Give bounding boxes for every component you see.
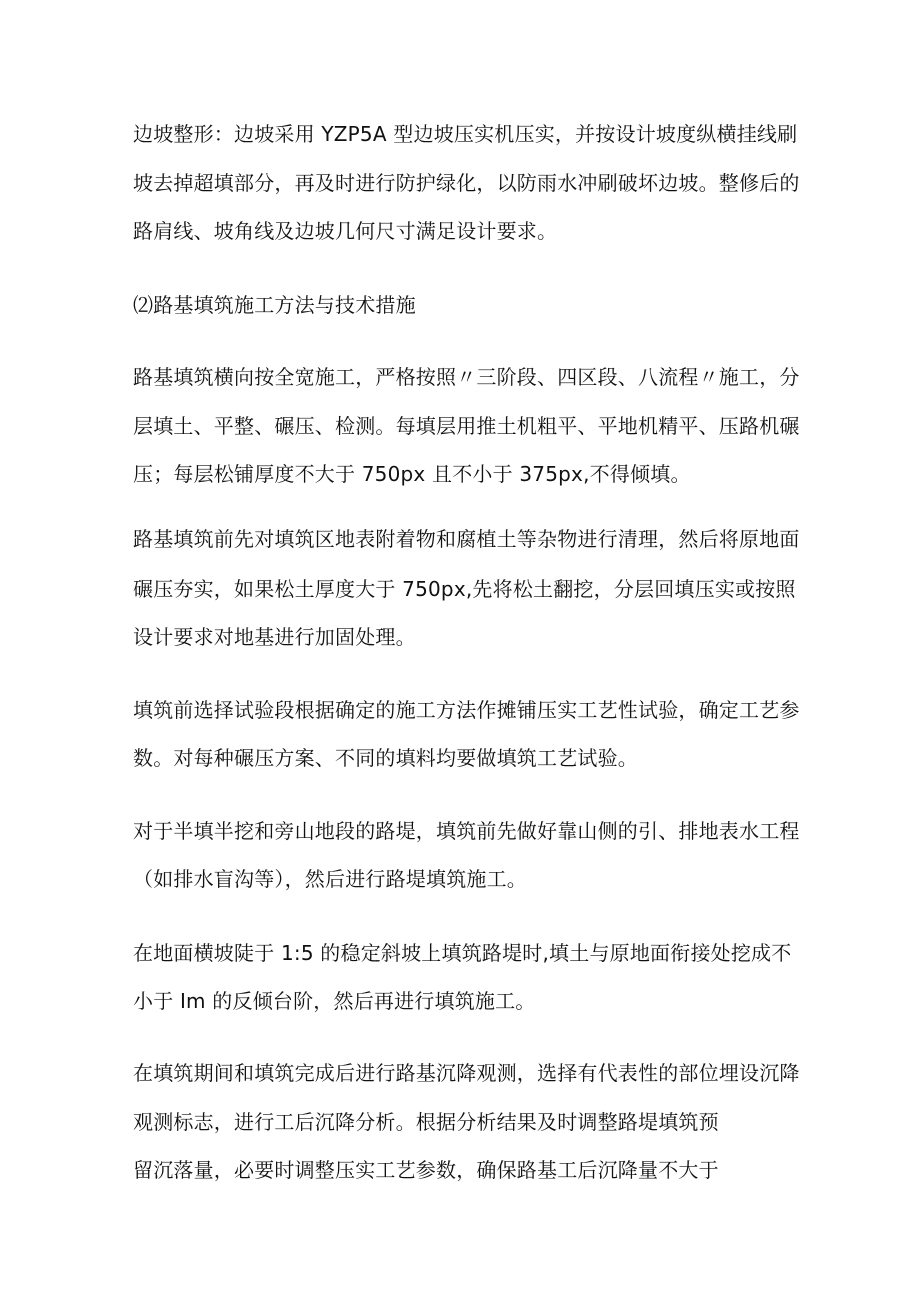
text-line: 小于 Im 的反倾台阶，然后再进行填筑施工。 [133,989,536,1013]
text-line: 数。对每种碾压方案、不同的填料均要做填筑工艺试验。 [133,746,638,770]
section-heading: ⑵路基填筑施工方法与技术措施 [133,293,416,317]
text-line: 路基填筑横向按全宽施工，严格按照〃三阶段、四区段、八流程〃施工，分 [133,365,800,389]
text-line: 压；每层松铺厚度不大于 750px 且不小于 375px,不得倾填。 [133,462,691,486]
text-line: 坡去掉超填部分，再及时进行防护绿化，以防雨水冲刷破坏边坡。整修后的 [133,171,800,195]
text-line: 在地面横坡陡于 1:5 的稳定斜坡上填筑路堤时,填土与原地面衔接处挖成不 [133,941,792,965]
text-line: 路基填筑前先对填筑区地表附着物和腐植土等杂物进行清理，然后将原地面 [133,527,800,551]
text-line: （如排水盲沟等），然后进行路堤填筑施工。 [133,867,527,891]
text-line: 在填筑期间和填筑完成后进行路基沉降观测，选择有代表性的部位埋设沉降 [133,1061,800,1085]
text-line: 留沉落量，必要时调整压实工艺参数，确保路基工后沉降量不大于 [133,1158,719,1182]
text-line: 设计要求对地基进行加固处理。 [133,625,416,649]
text-line: 填筑前选择试验段根据确定的施工方法作摊铺压实工艺性试验，确定工艺参 [133,698,800,722]
text-line: 层填土、平整、碾压、检测。每填层用推土机粗平、平地机精平、压路机碾 [133,414,800,438]
text-line: 边坡整形：边坡采用 YZP5A 型边坡压实机压实，并按设计坡度纵横挂线刷 [133,122,798,146]
text-line: 对于半填半挖和旁山地段的路堤，填筑前先做好靠山侧的引、排地表水工程 [133,819,800,843]
text-line: 碾压夯实，如果松土厚度大于 750px,先将松土翻挖，分层回填压实或按照 [133,577,796,601]
text-line: 观测标志，进行工后沉降分析。根据分析结果及时调整路堤填筑预 [133,1110,719,1134]
text-line: 路肩线、坡角线及边坡几何尺寸满足设计要求。 [133,219,558,243]
